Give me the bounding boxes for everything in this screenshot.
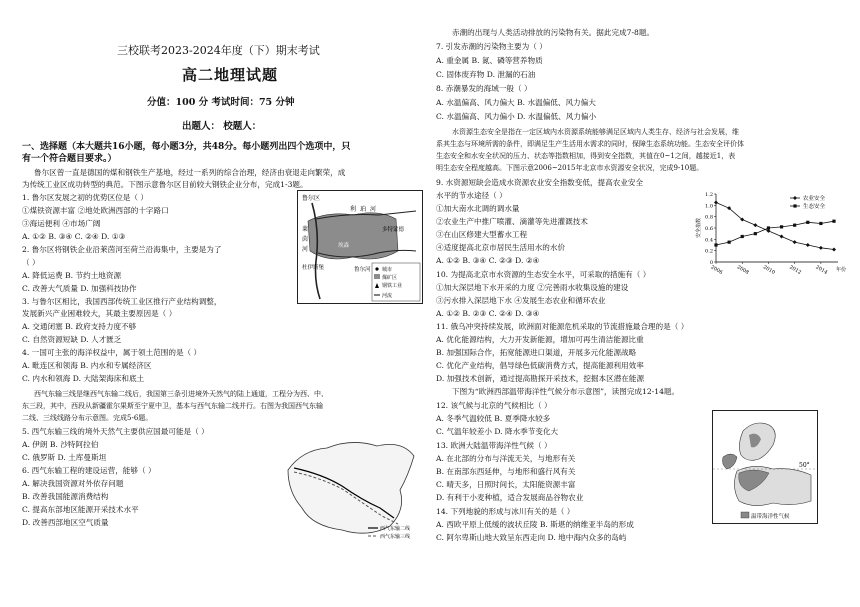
map-label: 茵 (302, 236, 309, 243)
right-line: C. 气温年较差小 D. 降水季节变化大 (436, 427, 559, 436)
right-line: A. 西欧平原上低缓的波状丘陵 B. 斯堪的纳维亚半岛的形成 (436, 520, 634, 529)
y-tick-label: 1.2 (705, 192, 713, 198)
y-tick-label: 0.6 (705, 226, 713, 232)
right-line: ④适度提高北京市居民生活用水的水价 (436, 243, 566, 252)
data-point (741, 235, 744, 238)
left-line: ③海运便利 ④市场广阔 (22, 219, 101, 228)
map-label: 利 (350, 206, 357, 213)
y-tick-label: 0.2 (705, 248, 713, 255)
right-line: 13. 欧洲大陆温带海洋性气候（ ） (436, 441, 552, 450)
x-unit-label: 年份 (836, 267, 847, 273)
gas-pipeline-map (282, 430, 422, 542)
right-line: A. 冬季气温较低 B. 夏季降水较多 (436, 414, 551, 423)
right-line: 水平的节水途径（ ） (436, 191, 507, 200)
y-tick-label: 0.4 (705, 237, 713, 244)
y-tick-label: 0 (709, 260, 713, 266)
data-point (754, 232, 757, 235)
left-line: C. 提高东部地区能源开采技术水平 (22, 505, 139, 514)
right-line: 11. 俄乌冲突持续发展，欧洲面对能源危机采取的节流措施最合理的是（ ） (436, 322, 689, 331)
british-isles (723, 454, 738, 469)
data-point (832, 220, 835, 223)
europe-map-svg (713, 411, 817, 523)
left-line: C. 俄罗斯 D. 土库曼斯坦 (22, 453, 107, 462)
right-line: ①加大南水北调的调水量 (436, 204, 520, 213)
right-line: A. ①② B. ②③ C. ②④ D. ③④ (436, 309, 540, 318)
left-line: A. 毗连区和领海 B. 内水和专属经济区 (22, 361, 152, 370)
data-point (806, 221, 809, 224)
map-label: 多特蒙德 (382, 227, 405, 233)
right-line: C. 水温偏高、风力偏小 D. 水温偏低、风力偏小 (436, 112, 597, 121)
data-point (780, 225, 783, 228)
legend-label: 温带海洋性气候 (751, 514, 790, 520)
left-line: C. 内水和领海 D. 大陆架海床和底土 (22, 374, 145, 383)
section-title: 一、选择题（本大题共16小题，每小题3分，共48分。每小题列出四个选项中，只 (22, 142, 351, 152)
right-line: ①加大深层地下水开采的力度 ②完善雨水收集设施的建设 (436, 283, 629, 292)
legend-label: 农业安全 (803, 196, 826, 202)
legend-marker (793, 204, 796, 207)
legend-label: 西气东输二线 (380, 526, 411, 532)
left-line: A. 解决我国资源对外依存问题 (22, 479, 124, 488)
right-line: B. 加强国际合作，拓宽能源进口渠道，开展多元化能源战略 (436, 348, 637, 357)
left-line: 3. 与鲁尔区相比，我国西部传统工业区推行产业结构调整， (22, 297, 222, 306)
data-point (806, 243, 810, 247)
map-label: 杜伊斯堡 (302, 265, 325, 271)
gas-map-svg (282, 430, 422, 542)
right-line: 12. 该气候与北京的气候相比（ ） (436, 401, 552, 410)
left-line: D. 改善西部地区空气质量 (22, 518, 109, 527)
left-line: A. 降低运费 B. 节约土地资源 (22, 271, 122, 280)
left-line: 二线、三线线路分布示意图。完成5-6题。 (22, 414, 153, 422)
left-line: C. 自然资源短缺 D. 人才匮乏 (22, 335, 122, 344)
left-line: 1. 鲁尔区发展之初的优势区位是（ ） (22, 193, 148, 202)
data-point (819, 246, 823, 250)
left-line: 4. 一国可主张的海洋权益中，属于领土范围的是（ ） (22, 348, 202, 357)
right-line: 下图为“欧洲西部温带海洋性气候分布示意图”，读图完成12-14题。 (452, 387, 680, 396)
left-line: 鲁尔区曾一直是德国的煤和钢铁生产基地，经过一系列的综合治理，经济由衰退走向繁荣，成 (34, 168, 346, 177)
left-line: 为传统工业区成功转型的典范。下图示意鲁尔区目前较大钢铁企业分布，完成1-3题。 (22, 180, 308, 189)
data-point (753, 223, 757, 227)
right-line: 10. 为提高北京市水资源的生态安全水平，可采取的措施有（ ） (436, 270, 651, 279)
legend-label: 河流 (382, 293, 393, 299)
right-line: A. 在北部的分布与洋流无关，与地形有关 (436, 454, 576, 463)
data-point (780, 235, 784, 239)
map-label: 莱 (302, 226, 309, 233)
data-point (767, 226, 770, 229)
y-tick-label: 0.8 (705, 214, 713, 221)
map-label: 珀 (360, 206, 367, 213)
right-line: 生态安全和水安全状况的压力、状态等指数相加，得到安全指数，其值在0~1之间，越接近1，表 (436, 152, 736, 160)
x-tick-label: 2012 (788, 264, 803, 276)
subject-title: 高二地理试题 (182, 66, 279, 84)
exam-meta: 分值：100 分 考试时间：75 分钟 (147, 97, 295, 108)
right-line: D. 有利于小麦种植，适合发展商品谷物农业 (436, 493, 584, 502)
legend-marker (793, 196, 797, 200)
data-point (832, 248, 836, 252)
data-point (714, 243, 717, 246)
legend-label: 煤矿区 (382, 275, 398, 281)
map-label: 埃森 (338, 243, 350, 249)
right-line: C. 优化产业结构，倡导绿色低碳消费方式，提高能源利用效率 (436, 361, 644, 370)
y-axis-label: 安全指数 (696, 217, 702, 239)
right-line: C. 固体废弃物 D. 泄漏的石油 (436, 70, 536, 79)
exam-title: 三校联考2023-2024年度（下）期末考试 (117, 44, 320, 57)
map-label: 河 (302, 246, 309, 253)
map-label: 鲁尔河 (354, 267, 371, 273)
right-line: C. 阿尔卑斯山地大致呈东西走向 D. 地中海内众多的岛屿 (436, 533, 627, 542)
ruhr-map-title: 鲁尔区 (302, 195, 321, 202)
left-line: A. 伊朗 B. 沙特阿拉伯 (22, 440, 99, 449)
legend-swatch (741, 512, 749, 518)
x-tick-label: 2008 (735, 264, 750, 276)
china-outline (288, 442, 414, 533)
x-tick-label: 2006 (709, 264, 724, 276)
left-line: A. 交通闭塞 B. 政府支持力度不够 (22, 322, 137, 331)
right-line: ③在山区修建大型蓄水工程 (436, 230, 528, 239)
data-point (793, 224, 796, 227)
left-line: C. 改善大气质量 D. 加强科技协作 (22, 284, 137, 293)
left-line: 5. 西气东输三线的境外天然气主要供应国最可能是（ ） (22, 427, 209, 436)
left-line: 东三段，其中，西段从新疆霍尔果斯至宁夏中卫，基本与西气东输二线并行。右图为我国西气东输 (22, 402, 323, 410)
right-line: 系其生态与环境所需的条件，即满足生产生活用水需求的同时，保障生态系统功能。生态安全评价体 (436, 140, 744, 148)
right-line: 明生态安全程度越高。下图示意2006~2015年北京市水资源安全状况，完成9-10题。 (436, 164, 704, 172)
coal-symbol (374, 274, 380, 279)
data-point (793, 240, 797, 244)
right-line: A. 水温偏高、风力偏大 B. 水温偏低、风力偏大 (436, 98, 596, 107)
lat-50-label: 50° (799, 462, 810, 469)
right-line: 赤潮的出现与人类活动排放的污染物有关。据此完成7-8题。 (452, 28, 655, 37)
right-line: B. 在南部东西延伸，与地形和盛行风有关 (436, 467, 576, 476)
left-line: 西气东输三线是继西气东输二线后，我国第三条引进境外天然气的陆上通道，工程分为西、中、 (34, 390, 328, 398)
right-line: 9. 水资源短缺会造成水资源农业安全指数变低，提高农业安全 (436, 178, 644, 187)
legend-label: 西气东输三线 (380, 534, 411, 540)
water-security-chart (694, 186, 852, 278)
right-line: 14. 下列地貌的形成与冰川有关的是（ ） (436, 507, 575, 516)
left-line: ①煤铁资源丰富 ②地处欧洲西部的十字路口 (22, 206, 169, 215)
right-line: D. 加强技术创新，通过提高勘探开采技术，挖掘本区潜在能源 (436, 374, 645, 383)
left-line: （ ） (22, 258, 40, 267)
x-tick-label: 2014 (814, 264, 829, 276)
right-line: A. 重金属 B. 氮、磷等营养物质 (436, 56, 543, 65)
ruhr-map (297, 190, 423, 304)
y-tick-label: 1.0 (705, 203, 713, 210)
legend-label: 生态安全 (803, 204, 826, 210)
right-line: ②农业生产中推广喷灌、滴灌等先进灌溉技术 (436, 217, 588, 226)
right-line: C. 晴天多，日照时间长，太阳能资源丰富 (436, 480, 576, 489)
legend-label: 城市 (382, 267, 393, 273)
data-point (728, 241, 731, 244)
right-line: ③污水排入深层地下水 ④发展生态农业和循环农业 (436, 296, 606, 305)
x-tick-label: 2010 (761, 264, 776, 276)
right-line: 8. 赤潮暴发的海域一般（ ） (436, 84, 532, 93)
series-line (716, 221, 834, 245)
map-label: 河 (370, 206, 377, 213)
data-point (819, 222, 822, 225)
left-line: 2. 鲁尔区将钢铁企业沿莱茵河至荷兰沿海集中，主要是为了 (22, 245, 222, 254)
data-point (714, 201, 718, 205)
section-title-2: 有一个符合题目要求。） (22, 154, 117, 164)
right-line: 7. 引发赤潮的污染物主要为（ ） (436, 42, 547, 51)
ruhr-map-svg (298, 191, 422, 303)
legend-label: 钢铁工业 (382, 283, 403, 289)
left-line: 发展新兴产业困难较大，其最主要原因是（ ） (22, 309, 177, 318)
right-line: A. ①② B. ③④ C. ②③ D. ②④ (436, 256, 540, 265)
exam-authors: 出题人： 校题人： (182, 121, 262, 132)
left-line: 6. 西气东输工程的建设运营，能够（ ） (22, 466, 156, 475)
chart-svg (694, 186, 852, 278)
right-line: 水资源生态安全是指在一定区域内水资源系统能够满足区域内人类生存、经济与社会发展，维 (452, 128, 739, 136)
left-line: A. ①② B. ③④ C. ②④ D. ①③ (22, 232, 126, 241)
europe-climate-map (712, 410, 818, 524)
city-symbol (375, 267, 378, 270)
right-line: A. 优化能源结构，大力开发新能源，增加可再生清洁能源比重 (436, 335, 644, 344)
left-line: B. 改善我国能源消费结构 (22, 492, 109, 501)
